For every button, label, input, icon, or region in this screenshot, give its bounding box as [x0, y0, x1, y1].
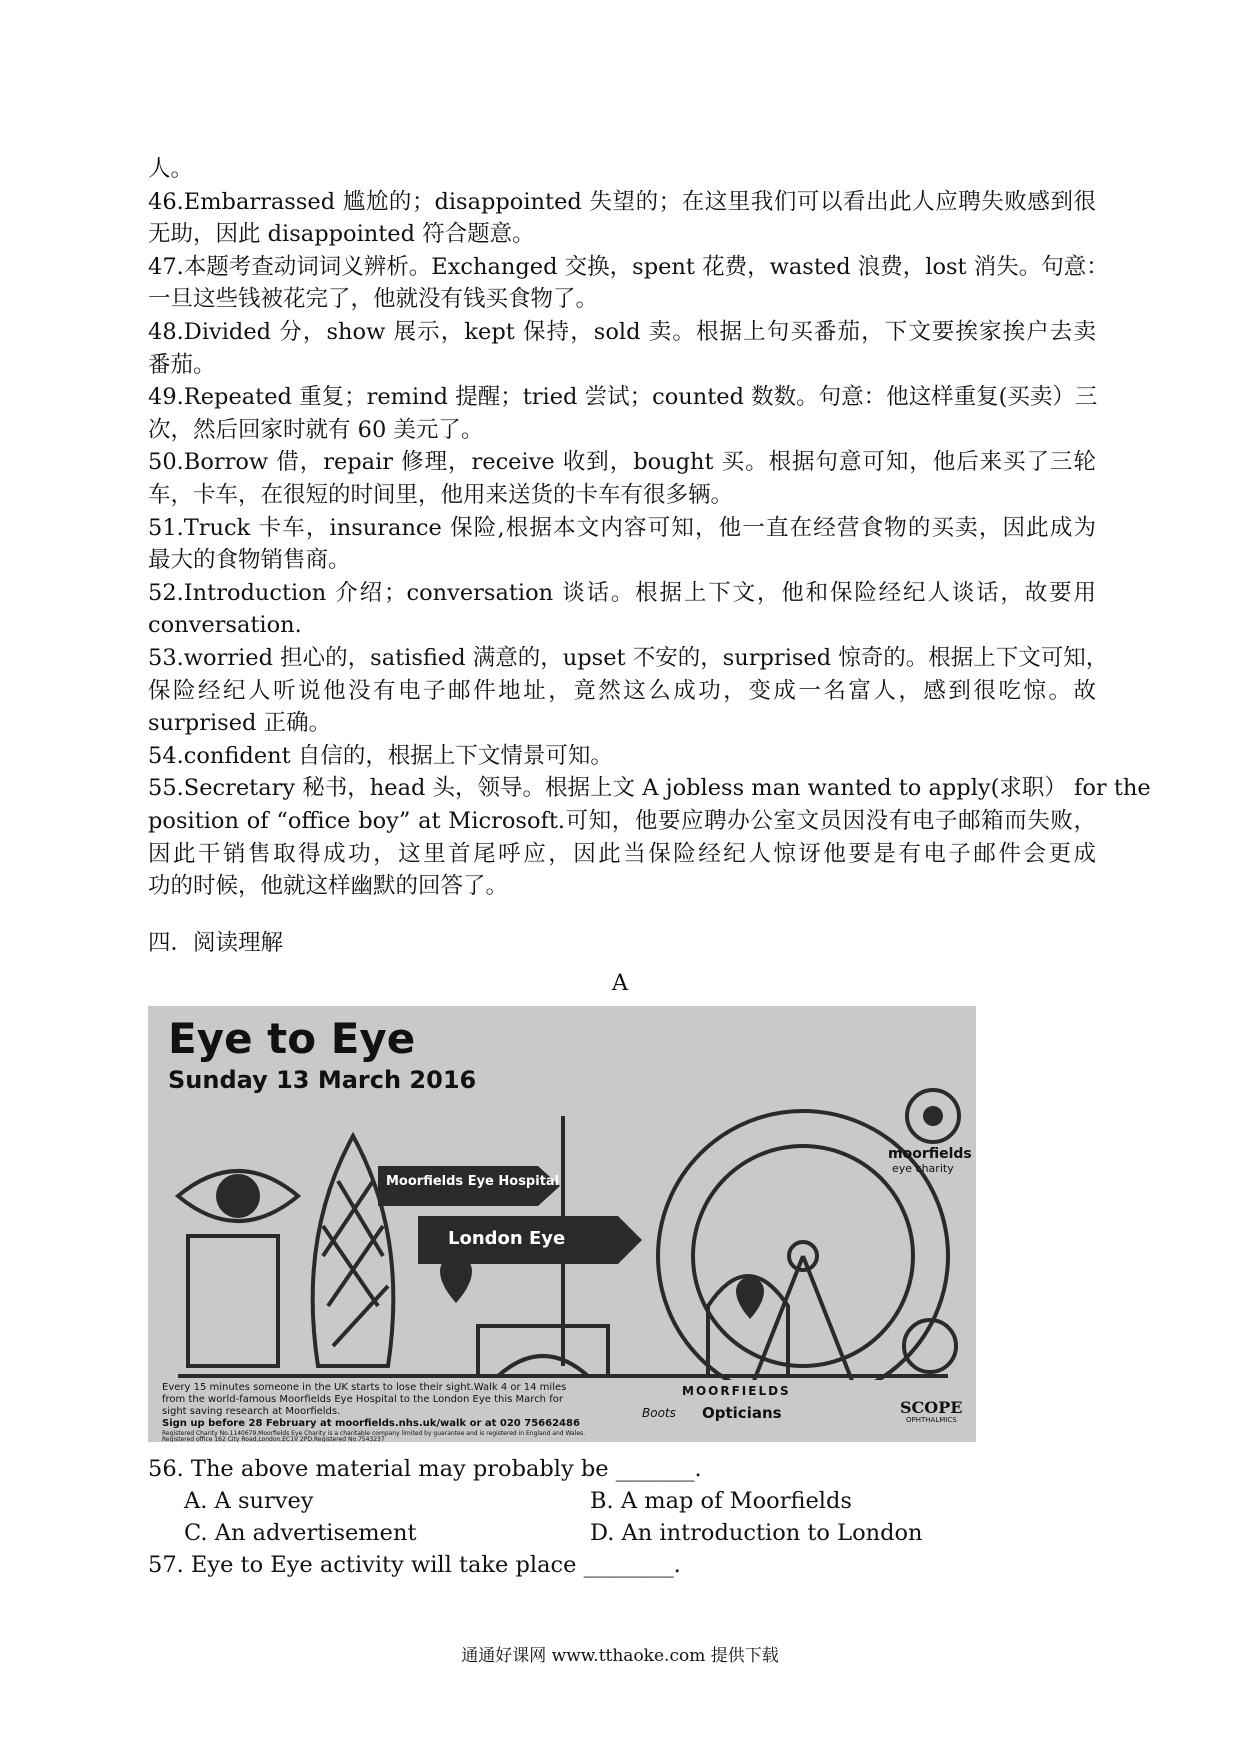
ad-body-1: Every 15 minutes someone in the UK starts to lose their sight.Walk 4 or 14 miles	[162, 1382, 567, 1393]
sponsor-moorfields: MOORFIELDS	[682, 1384, 791, 1398]
explanation-line: 无助，因此 disappointed 符合题意。	[148, 221, 535, 248]
explanation-line: 保险经纪人听说他没有电子邮件地址，竟然这么成功，变成一名富人，感到很吃惊。故	[148, 677, 1096, 704]
explanation-line: 46.Embarrassed 尴尬的；disappointed 失望的；在这里我们可以看出此人应聘失败感到很	[148, 188, 1096, 215]
explanation-line: 车，卡车，在很短的时间里，他用来送货的卡车有很多辆。	[148, 482, 734, 508]
explanation-line: 51.Truck 卡车，insurance 保险,根据本文内容可知，他一直在经营食物的买卖，因此成为	[148, 514, 1096, 541]
explanation-line: 48.Divided 分，show 展示，kept 保持，sold 卖。根据上句买番茄，下文要挨家挨户去卖	[148, 319, 1096, 345]
ad-registered-1: Registered Charity No.1140679.Moorfields Eye Charity is a charitable company limited by guarantee and is registered in England and Wales.	[162, 1430, 586, 1437]
ad-footer-panel	[162, 1380, 962, 1440]
eye-pupil-icon	[216, 1174, 260, 1218]
charity-name: moorfields	[888, 1146, 972, 1162]
question-56-stem: 56. The above material may probably be _______.	[148, 1456, 702, 1482]
explanation-line: 49.Repeated 重复；remind 提醒；tried 尝试；counted 数数。句意：他这样重复(买卖）三	[148, 384, 1098, 411]
question-57-stem: 57. Eye to Eye activity will take place ________.	[148, 1552, 681, 1578]
sponsor-opticians: Opticians	[702, 1404, 782, 1422]
sponsor-boots: Boots	[642, 1406, 676, 1420]
ad-body-2: from the world-famous Moorfields Eye Hospital to the London Eye this March for	[162, 1394, 563, 1405]
explanation-line: 53.worried 担心的，satisfied 满意的，upset 不安的，surprised 惊奇的。根据上下文可知，	[148, 645, 1109, 671]
explanation-line: 55.Secretary 秘书，head 头，领导。根据上文 A jobless man wanted to apply(求职） for the	[148, 775, 1151, 802]
passage-label: A	[611, 970, 629, 996]
bridge-icon	[478, 1326, 608, 1376]
ad-registered-2: Registered office 162 City Road,London,EC1V 2PD.Registered No.7543237	[162, 1436, 385, 1442]
ad-signup: Sign up before 28 February at moorfields.nhs.uk/walk or at 020 75662486	[162, 1418, 580, 1429]
sign-london-eye-label: London Eye	[448, 1228, 566, 1249]
explanation-line: 因此干销售取得成功，这里首尾呼应，因此当保险经纪人惊讶他要是有电子邮件会更成	[148, 840, 1096, 867]
eye-to-eye-advertisement	[148, 1006, 976, 1442]
explanation-line: 47.本题考查动词词义辨析。Exchanged 交换，spent 花费，wasted 浪费，lost 消失。句意：	[148, 253, 1109, 280]
explanation-line: 50.Borrow 借，repair 修理，receive 收到，bought 买。根据句意可知，他后来买了三轮	[148, 449, 1096, 476]
explanation-line: surprised 正确。	[148, 710, 332, 737]
section-heading: 四．阅读理解	[148, 930, 284, 956]
explanation-line: 一旦这些钱被花完了，他就没有钱买食物了。	[148, 286, 599, 313]
q56-option-c: C. An advertisement	[184, 1520, 417, 1546]
explanation-line: 52.Introduction 介绍；conversation 谈话。根据上下文，他和保险经纪人谈话，故要用	[148, 579, 1096, 606]
explanation-line: 功的时候，他就这样幽默的回答了。	[148, 873, 509, 900]
page-footer: 通通好课网 www.tthaoke.com 提供下载	[461, 1646, 779, 1666]
charity-eye-logo-pupil-icon	[923, 1106, 943, 1126]
location-pin-icon	[736, 1277, 764, 1319]
eye-building-icon	[188, 1236, 278, 1366]
sponsor-scope-sub: OPHTHALMICS	[906, 1416, 957, 1424]
explanation-line: conversation.	[148, 612, 302, 639]
explanation-line: 54.confident 自信的，根据上下文情景可知。	[148, 742, 613, 769]
ad-date: Sunday 13 March 2016	[168, 1066, 477, 1094]
sponsor-scope: SCOPE	[900, 1398, 963, 1417]
explanation-line: 次，然后回家时就有 60 美元了。	[148, 416, 484, 443]
explanation-line: 最大的食物销售商。	[148, 547, 351, 574]
ad-title: Eye to Eye	[168, 1014, 416, 1063]
sign-moorfields-label: Moorfields Eye Hospital	[386, 1174, 560, 1189]
explanation-line: position of “office boy” at Microsoft.可知，他要应聘办公室文员因没有电子邮箱而失败，	[148, 808, 1096, 834]
charity-sub: eye charity	[892, 1162, 954, 1175]
explanation-line: 番茄。	[148, 351, 216, 378]
explanation-line: 人。	[148, 156, 194, 182]
ad-body-3: sight saving research at Moorfields.	[162, 1406, 341, 1417]
q56-option-b: B. A map of Moorfields	[590, 1488, 852, 1514]
q56-option-a: A. A survey	[184, 1488, 314, 1514]
q56-option-d: D. An introduction to London	[590, 1520, 923, 1546]
